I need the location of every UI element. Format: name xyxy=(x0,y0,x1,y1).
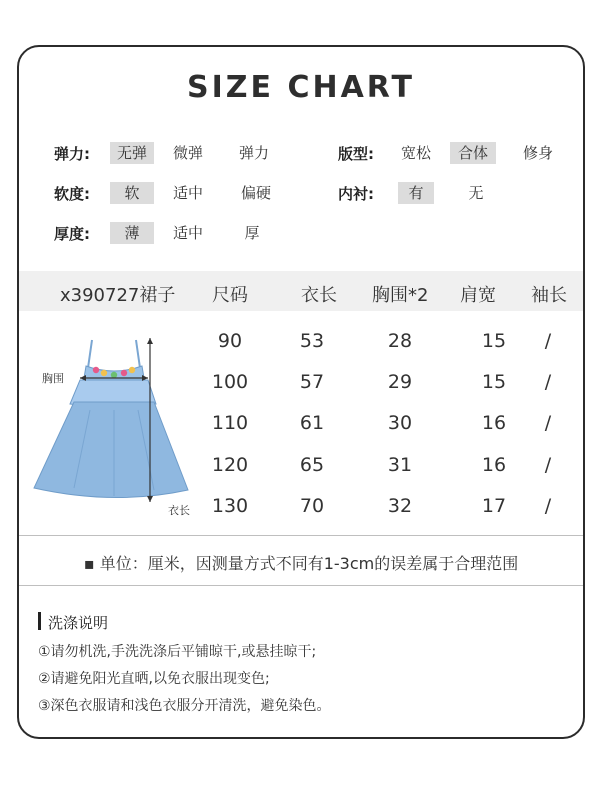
size-cell: 130 xyxy=(211,495,249,517)
thickness-option-thin: 薄 xyxy=(110,222,154,244)
dress-figure xyxy=(30,330,200,520)
divider xyxy=(19,585,583,586)
length-label: 衣长 xyxy=(168,504,190,517)
sleeve-cell: / xyxy=(544,495,552,517)
softness-label: 软度: xyxy=(54,185,90,203)
size-cell: 110 xyxy=(211,412,249,434)
shoulder-cell: 17 xyxy=(481,495,507,517)
fit-option-loose: 宽松 xyxy=(400,144,431,162)
thickness-option-medium: 适中 xyxy=(172,224,203,242)
chest-cell: 28 xyxy=(387,330,413,352)
thickness-label: 厚度: xyxy=(54,225,90,243)
wash-line: ②请避免阳光直晒,以免衣服出现变色; xyxy=(38,671,270,687)
fit-option-slim: 修身 xyxy=(522,144,553,162)
length-cell: 57 xyxy=(299,371,325,393)
section-marker xyxy=(38,612,41,630)
lining-option-no: 无 xyxy=(468,184,484,202)
softness-option-hard: 偏硬 xyxy=(240,184,271,202)
size-cell: 90 xyxy=(217,330,243,352)
elasticity-option-slight: 微弹 xyxy=(172,144,203,162)
wash-line: ③深色衣服请和浅色衣服分开清洗，避免染色。 xyxy=(38,698,331,714)
header-style-number: x390727裙子 xyxy=(60,285,176,306)
lining-label: 内衬: xyxy=(338,185,374,203)
size-cell: 120 xyxy=(211,454,249,476)
header-sleeve: 袖长 xyxy=(531,285,567,306)
length-cell: 61 xyxy=(299,412,325,434)
shoulder-cell: 15 xyxy=(481,371,507,393)
dress-illustration xyxy=(30,330,200,520)
shoulder-cell: 16 xyxy=(481,412,507,434)
header-shoulder: 肩宽 xyxy=(460,285,496,306)
elasticity-label: 弹力: xyxy=(54,145,90,163)
length-cell: 70 xyxy=(299,495,325,517)
chest-cell: 29 xyxy=(387,371,413,393)
chest-cell: 31 xyxy=(387,454,413,476)
thickness-option-thick: 厚 xyxy=(244,224,260,242)
shoulder-cell: 15 xyxy=(481,330,507,352)
page-title: SIZE CHART xyxy=(186,70,416,105)
length-cell: 53 xyxy=(299,330,325,352)
softness-option-soft: 软 xyxy=(110,182,154,204)
elasticity-option-stretch: 弹力 xyxy=(238,144,269,162)
sleeve-cell: / xyxy=(544,371,552,393)
sleeve-cell: / xyxy=(544,454,552,476)
divider xyxy=(19,535,583,536)
length-cell: 65 xyxy=(299,454,325,476)
softness-option-medium: 适中 xyxy=(172,184,203,202)
size-cell: 100 xyxy=(211,371,249,393)
lining-option-yes: 有 xyxy=(398,182,434,204)
chest-cell: 32 xyxy=(387,495,413,517)
header-size: 尺码 xyxy=(212,285,248,306)
chest-label: 胸围 xyxy=(42,372,64,385)
unit-note: ▪ 单位：厘米，因测量方式不同有1-3cm的误差属于合理范围 xyxy=(83,554,519,573)
elasticity-option-none: 无弹 xyxy=(110,142,154,164)
header-chest: 胸围*2 xyxy=(372,285,429,306)
sleeve-cell: / xyxy=(544,412,552,434)
shoulder-cell: 16 xyxy=(481,454,507,476)
wash-line: ①请勿机洗,手洗洗涤后平铺晾干,或悬挂晾干; xyxy=(38,644,317,660)
wash-title: 洗涤说明 xyxy=(48,614,109,632)
chest-cell: 30 xyxy=(387,412,413,434)
fit-option-regular: 合体 xyxy=(450,142,496,164)
sleeve-cell: / xyxy=(544,330,552,352)
header-length: 衣长 xyxy=(301,285,337,306)
fit-label: 版型: xyxy=(338,145,374,163)
